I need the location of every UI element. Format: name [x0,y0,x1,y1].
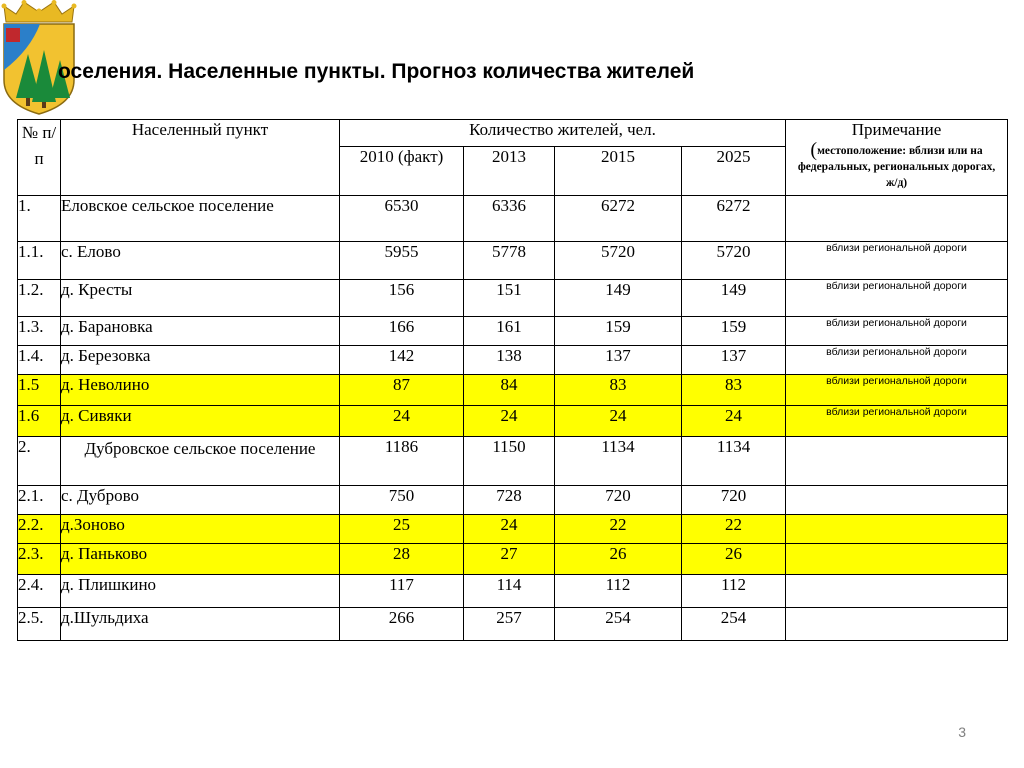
population-value: 87 [340,375,464,406]
population-value: 720 [555,486,682,515]
location-note [786,515,1008,544]
population-value: 728 [464,486,555,515]
row-number: 2.3. [18,544,61,575]
population-value: 24 [464,406,555,437]
population-value: 750 [340,486,464,515]
population-value: 1186 [340,437,464,486]
population-value: 137 [555,346,682,375]
row-number: 1.5 [18,375,61,406]
table-row [18,406,1008,437]
location-note [786,575,1008,608]
row-number: 1. [18,196,61,242]
population-value: 83 [555,375,682,406]
location-note: вблизи региональной дороги [786,406,1008,437]
settlement-name: д. Плишкино [61,575,340,608]
header-year: 2015 [555,147,682,196]
population-value: 254 [682,608,786,641]
population-value: 166 [340,317,464,346]
settlement-name: д. Барановка [61,317,340,346]
page-title: оселения. Населенные пункты. Прогноз количества жителей [58,60,695,83]
table-row [18,346,1008,375]
population-value: 6336 [464,196,555,242]
table-row [18,486,1008,515]
population-value: 149 [555,280,682,317]
table-row [18,608,1008,641]
population-value: 112 [682,575,786,608]
settlement-name: д.Шульдиха [61,608,340,641]
population-value: 26 [682,544,786,575]
row-number: 2. [18,437,61,486]
header-population: Количество жителей, чел. [340,120,786,147]
population-value: 1134 [555,437,682,486]
settlement-name: д. Паньково [61,544,340,575]
population-value: 5720 [555,242,682,280]
population-value: 159 [682,317,786,346]
population-value: 24 [682,406,786,437]
header-settlement: Населенный пункт [61,120,340,196]
population-value: 5955 [340,242,464,280]
location-note [786,486,1008,515]
settlement-name: д.Зоново [61,515,340,544]
location-note: вблизи региональной дороги [786,346,1008,375]
header-note [786,120,1008,196]
population-value: 5778 [464,242,555,280]
population-value: 6272 [682,196,786,242]
table-body [18,196,1008,641]
population-value: 26 [555,544,682,575]
population-value: 6530 [340,196,464,242]
population-value: 159 [555,317,682,346]
population-value: 24 [340,406,464,437]
population-value: 1150 [464,437,555,486]
population-value: 151 [464,280,555,317]
table-row [18,515,1008,544]
settlement-name: с. Елово [61,242,340,280]
location-note [786,608,1008,641]
population-value: 83 [682,375,786,406]
coat-of-arms-icon [0,0,78,118]
population-value: 22 [555,515,682,544]
table-row [18,317,1008,346]
settlement-name: д. Сивяки [61,406,340,437]
settlement-name: д. Березовка [61,346,340,375]
population-value: 84 [464,375,555,406]
settlement-name: Еловское сельское поселение [61,196,340,242]
population-value: 156 [340,280,464,317]
population-value: 1134 [682,437,786,486]
population-value: 720 [682,486,786,515]
table-row [18,544,1008,575]
population-value: 5720 [682,242,786,280]
row-number: 2.2. [18,515,61,544]
population-value: 22 [682,515,786,544]
row-number: 1.3. [18,317,61,346]
location-note [786,437,1008,486]
population-value: 149 [682,280,786,317]
settlement-name: д. Кресты [61,280,340,317]
row-number: 1.6 [18,406,61,437]
location-note: вблизи региональной дороги [786,242,1008,280]
population-value: 142 [340,346,464,375]
location-note: вблизи региональной дороги [786,375,1008,406]
page-number: 3 [958,724,966,740]
table-row [18,575,1008,608]
row-number: 2.4. [18,575,61,608]
location-note: вблизи региональной дороги [786,317,1008,346]
table-row [18,437,1008,486]
table-row [18,280,1008,317]
population-value: 254 [555,608,682,641]
population-value: 25 [340,515,464,544]
location-note [786,196,1008,242]
header-num: № п/п [18,120,61,196]
row-number: 1.2. [18,280,61,317]
population-value: 6272 [555,196,682,242]
population-table [17,119,1008,641]
table-row [18,242,1008,280]
population-value: 266 [340,608,464,641]
population-value: 28 [340,544,464,575]
population-value: 161 [464,317,555,346]
population-value: 257 [464,608,555,641]
row-number: 2.5. [18,608,61,641]
location-note [786,544,1008,575]
header-year: 2025 [682,147,786,196]
population-value: 24 [555,406,682,437]
header-note-subtitle: (местоположение: вблизи или на федеральных, региональных дорогах, ж/д) [797,139,996,189]
settlement-name: с. Дуброво [61,486,340,515]
table-row [18,375,1008,406]
population-value: 112 [555,575,682,608]
row-number: 2.1. [18,486,61,515]
location-note: вблизи региональной дороги [786,280,1008,317]
population-value: 117 [340,575,464,608]
row-number: 1.4. [18,346,61,375]
header-year: 2010 (факт) [340,147,464,196]
table-row [18,196,1008,242]
population-value: 138 [464,346,555,375]
settlement-name: д. Неволино [61,375,340,406]
population-value: 137 [682,346,786,375]
settlement-name: Дубровское сельское поселение [61,437,340,486]
population-value: 27 [464,544,555,575]
population-value: 24 [464,515,555,544]
header-note-title: Примечание [851,120,942,139]
population-value: 114 [464,575,555,608]
row-number: 1.1. [18,242,61,280]
header-year: 2013 [464,147,555,196]
